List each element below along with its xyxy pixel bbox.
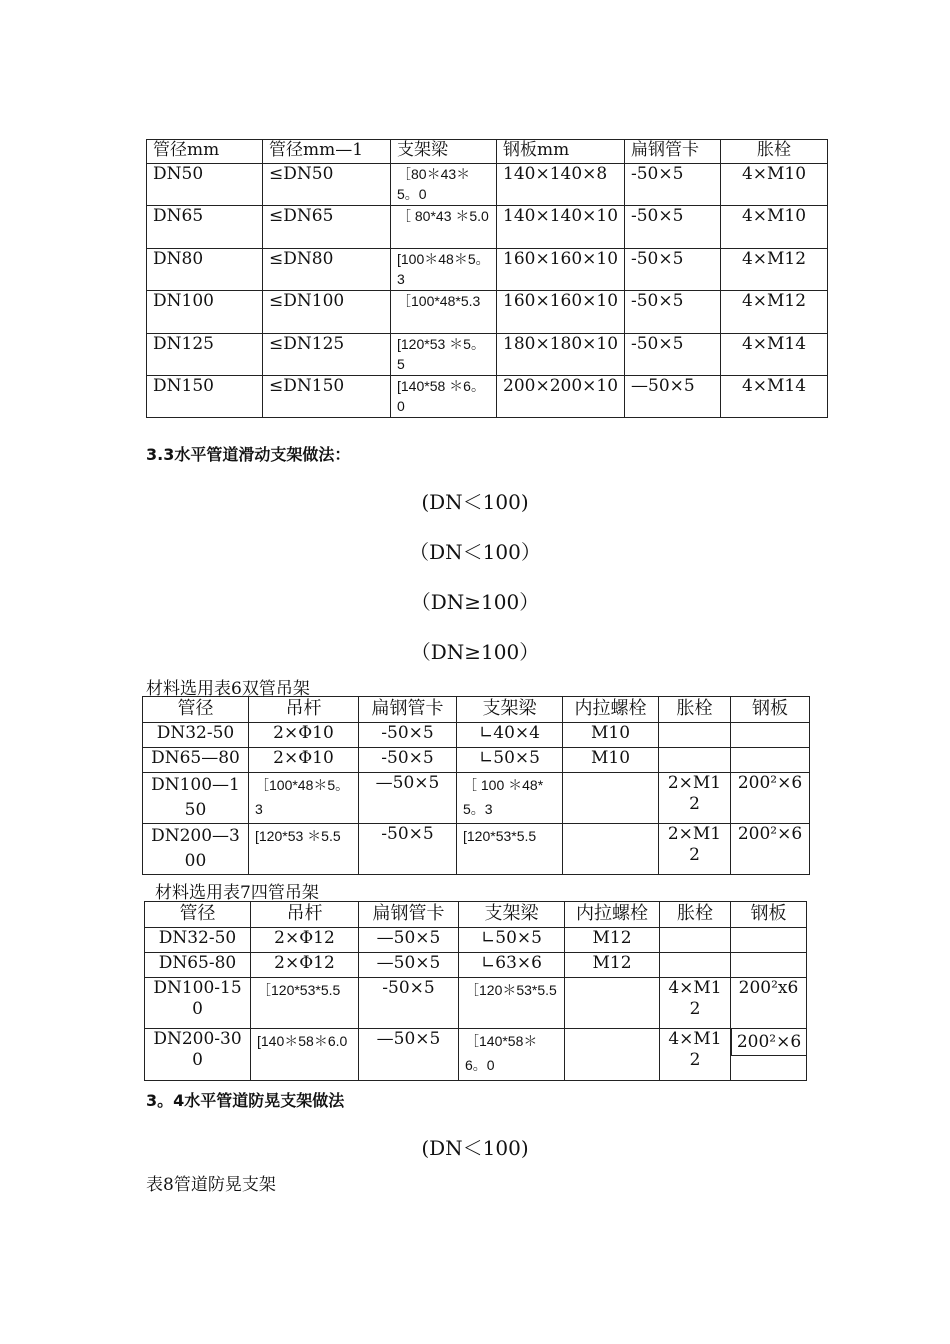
cell (731, 723, 810, 748)
cell: -50×5 (359, 978, 459, 1029)
cell: DN65 (147, 206, 263, 249)
cell: -50×5 (625, 206, 721, 249)
cell: 200²×6 (731, 824, 810, 875)
cell (563, 824, 659, 875)
cell: DN65—80 (143, 748, 249, 773)
cell: ≤DN50 (263, 164, 391, 206)
cell: 2×Φ10 (249, 723, 359, 748)
header-cell: 内拉螺栓 (565, 902, 660, 928)
cell: ≤DN80 (263, 249, 391, 291)
cell: 4×M10 (721, 206, 828, 249)
header-cell: 胀栓 (660, 902, 731, 928)
cell: 200²x6 (731, 978, 807, 1029)
cell: ［100*48＊5。3 (249, 773, 359, 824)
table-header-row (145, 902, 807, 928)
cell: DN200-300 (145, 1029, 251, 1081)
header-cell: 管径 (145, 902, 251, 928)
cell: ∟50×5 (459, 928, 565, 953)
cell: —50×5 (625, 376, 721, 418)
cell (660, 928, 731, 953)
header-cell: 钢板 (731, 902, 807, 928)
cell: -50×5 (625, 334, 721, 376)
cell (731, 953, 807, 978)
cell: -50×5 (359, 748, 457, 773)
cell: -50×5 (359, 723, 457, 748)
cell: ≤DN100 (263, 291, 391, 334)
header-cell: 管径mm—1 (263, 140, 391, 164)
table-row (145, 928, 807, 953)
formula-line: （DN＜100） (409, 540, 541, 564)
cell: DN50 (147, 164, 263, 206)
cell: 2×Φ10 (249, 748, 359, 773)
cell: DN32-50 (143, 723, 249, 748)
formula-line: (DN＜100) (421, 490, 529, 514)
cell: -50×5 (359, 824, 457, 875)
cell (563, 773, 659, 824)
cell: 140×140×8 (497, 164, 625, 206)
cell: [120*53*5.5 (457, 824, 563, 875)
cell: —50×5 (359, 953, 459, 978)
cell: M10 (563, 723, 659, 748)
cell: 2×Φ12 (251, 953, 359, 978)
cell: —50×5 (359, 773, 457, 824)
boxed-cell-value: 200²×6 (731, 1029, 806, 1056)
cell: 4×M10 (721, 164, 828, 206)
table-row (147, 291, 828, 334)
cell: 4×M12 (721, 249, 828, 291)
cell: ［140*58＊6。0 (459, 1029, 565, 1081)
formula-line: （DN≥100） (410, 590, 540, 614)
cell: ［ 80*43 ＊5.0 (391, 206, 497, 249)
cell: 4×M14 (721, 376, 828, 418)
cell: [100＊48＊5。3 (391, 249, 497, 291)
header-cell: 吊杆 (249, 697, 359, 723)
cell: DN200—300 (143, 824, 249, 875)
table-row (145, 978, 807, 1029)
header-cell: 扁钢管卡 (359, 902, 459, 928)
cell: [140*58 ＊6。0 (391, 376, 497, 418)
cell: 140×140×10 (497, 206, 625, 249)
cell: ≤DN65 (263, 206, 391, 249)
table-header-row (147, 140, 828, 164)
formula-line: (DN＜100) (421, 1136, 529, 1160)
table-row (143, 748, 810, 773)
cell: ［120*53*5.5 (251, 978, 359, 1029)
support-table-1 (146, 139, 828, 418)
table-row (147, 334, 828, 376)
cell: [120*53 ＊5。5 (391, 334, 497, 376)
cell: 2×M12 (659, 773, 731, 824)
table-caption-8: 表8管道防晃支架 (146, 1175, 276, 1195)
table-row (147, 249, 828, 291)
header-cell: 内拉螺栓 (563, 697, 659, 723)
cell: 160×160×10 (497, 249, 625, 291)
cell (731, 1029, 807, 1081)
header-cell: 管径mm (147, 140, 263, 164)
section-heading-3-3: 3.3水平管道滑动支架做法： (146, 445, 351, 464)
cell: M10 (563, 748, 659, 773)
header-cell: 管径 (143, 697, 249, 723)
cell (731, 748, 810, 773)
header-cell: 支架梁 (459, 902, 565, 928)
table-row (147, 206, 828, 249)
cell: —50×5 (359, 928, 459, 953)
cell: M12 (565, 953, 660, 978)
cell: 200×200×10 (497, 376, 625, 418)
header-cell: 支架梁 (391, 140, 497, 164)
header-cell: 胀栓 (659, 697, 731, 723)
table-caption-7: 材料选用表7四管吊架 (155, 883, 319, 903)
table-row (147, 164, 828, 206)
cell: M12 (565, 928, 660, 953)
cell: 160×160×10 (497, 291, 625, 334)
cell: DN80 (147, 249, 263, 291)
table-row (145, 953, 807, 978)
formula-line: （DN≥100） (410, 640, 540, 664)
table-row (143, 723, 810, 748)
cell: -50×5 (625, 291, 721, 334)
cell: [120*53 ＊5.5 (249, 824, 359, 875)
header-cell: 扁钢管卡 (625, 140, 721, 164)
cell: ≤DN150 (263, 376, 391, 418)
cell (565, 1029, 660, 1081)
cell (565, 978, 660, 1029)
cell: 200²×6 (731, 773, 810, 824)
cell (731, 928, 807, 953)
cell: 2×Φ12 (251, 928, 359, 953)
cell: 180×180×10 (497, 334, 625, 376)
cell: -50×5 (625, 249, 721, 291)
header-cell: 支架梁 (457, 697, 563, 723)
cell: ∟50×5 (457, 748, 563, 773)
cell: ∟63×6 (459, 953, 565, 978)
table-caption-6: 材料选用表6双管吊架 (146, 679, 310, 699)
table-row (147, 376, 828, 418)
header-cell: 吊杆 (251, 902, 359, 928)
cell: DN100 (147, 291, 263, 334)
header-cell: 钢板 (731, 697, 810, 723)
table-row (143, 773, 810, 824)
cell: 4×M12 (660, 1029, 731, 1081)
cell: —50×5 (359, 1029, 459, 1081)
cell: [140＊58＊6.0 (251, 1029, 359, 1081)
table-header-row (143, 697, 810, 723)
cell: ［ 100 ＊48*5。3 (457, 773, 563, 824)
double-pipe-hanger-table (142, 696, 810, 875)
header-cell: 扁钢管卡 (359, 697, 457, 723)
cell: DN100—150 (143, 773, 249, 824)
header-cell: 钢板mm (497, 140, 625, 164)
cell: DN32-50 (145, 928, 251, 953)
cell: ∟40×4 (457, 723, 563, 748)
cell: -50×5 (625, 164, 721, 206)
header-cell: 胀栓 (721, 140, 828, 164)
cell (659, 723, 731, 748)
cell: ［100*48*5.3 (391, 291, 497, 334)
table-row (143, 824, 810, 875)
cell: DN125 (147, 334, 263, 376)
cell (660, 953, 731, 978)
cell: DN150 (147, 376, 263, 418)
cell: ≤DN125 (263, 334, 391, 376)
cell (659, 748, 731, 773)
cell: 4×M12 (660, 978, 731, 1029)
section-heading-3-4: 3。4水平管道防晃支架做法 (146, 1091, 345, 1110)
cell: ［120＊53*5.5 (459, 978, 565, 1029)
cell: DN100-150 (145, 978, 251, 1029)
cell: 2×M12 (659, 824, 731, 875)
four-pipe-hanger-table (144, 901, 807, 1081)
cell: 4×M14 (721, 334, 828, 376)
cell: DN65-80 (145, 953, 251, 978)
cell: 4×M12 (721, 291, 828, 334)
cell: ［80＊43＊5。0 (391, 164, 497, 206)
table-row (145, 1029, 807, 1081)
